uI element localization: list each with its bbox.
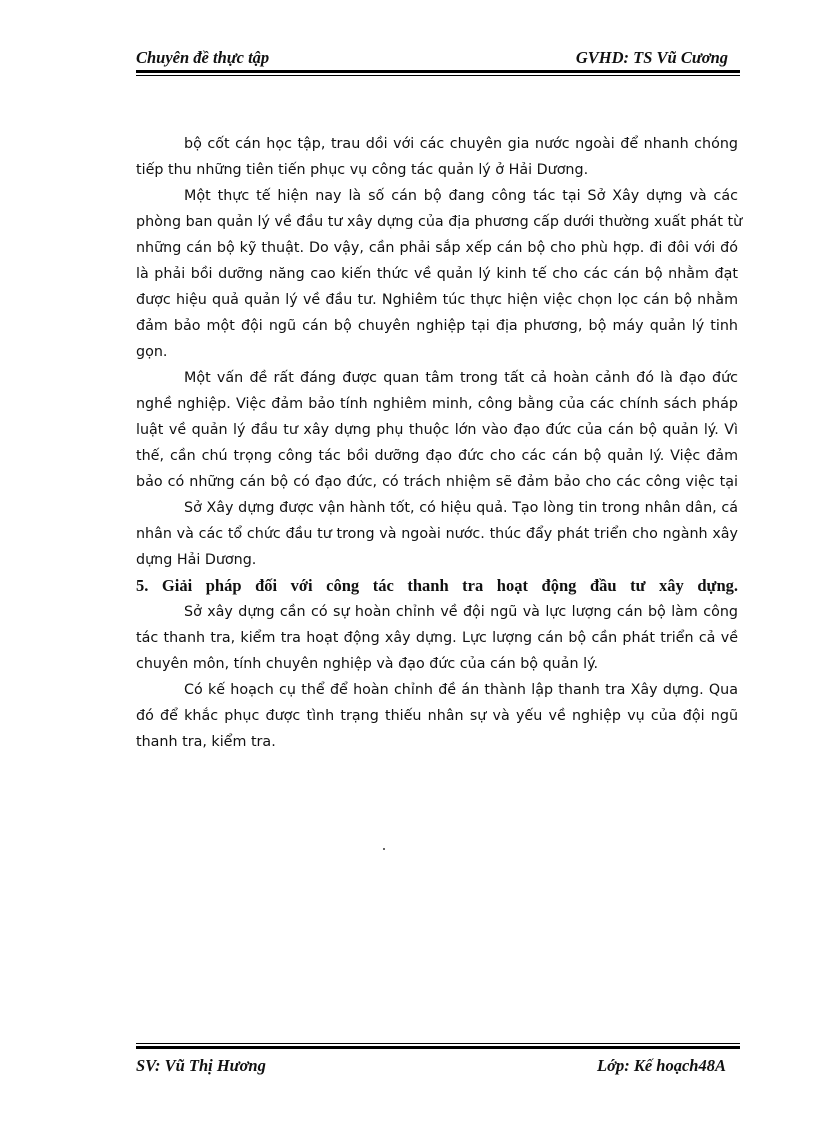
body-text [136, 131, 743, 755]
text-line: gọn. [136, 344, 168, 360]
text-line: Sở xây dựng cần có sự hoàn chỉnh về đội ngũ và lực lượng cán bộ làm công [184, 604, 738, 620]
header-rule-thick [136, 70, 740, 73]
footer-rule-thin [136, 1043, 740, 1044]
section-heading: 5. Giải pháp đối với công tác thanh tra hoạt động đầu tư xây dựng. [136, 576, 738, 595]
text-line: phòng ban quản lý về đầu tư xây dựng của địa phương cấp dưới thường xuất phát từ [136, 214, 743, 230]
footer-class: Lớp: Kế hoạch48A [597, 1056, 726, 1075]
header-rule-thin [136, 75, 740, 76]
text-line: bảo có những cán bộ có đạo đức, có trách nhiệm sẽ đảm bảo cho các công việc tại [136, 474, 738, 490]
footer-student: SV: Vũ Thị Hương [136, 1056, 266, 1075]
text-line: tiếp thu những tiên tiến phục vụ công tác quản lý ở Hải Dương. [136, 162, 589, 178]
text-line: đó để khắc phục được tình trạng thiếu nhân sự và yếu về nghiệp vụ của đội ngũ [136, 708, 738, 724]
text-line: chuyên môn, tính chuyên nghiệp và đạo đức của cán bộ quản lý. [136, 656, 599, 672]
text-line: được hiệu quả quản lý về đầu tư. Nghiêm túc thực hiện việc chọn lọc cán bộ nhằm [136, 292, 738, 308]
text-line: những cán bộ kỹ thuật. Do vậy, cần phải sắp xếp cán bộ cho phù hợp. đi đôi với đó [136, 240, 738, 256]
text-line: bộ cốt cán học tập, trau dồi với các chuyên gia nước ngoài để nhanh chóng [184, 136, 738, 152]
text-line: nhân và các tổ chức đầu tư trong và ngoài nước. thúc đẩy phát triển cho ngành xây [136, 526, 738, 542]
text-line: thanh tra, kiểm tra. [136, 734, 276, 750]
text-line: nghề nghiệp. Việc đảm bảo tính nghiêm minh, công bằng của các chính sách pháp [136, 396, 738, 412]
text-line: Sở Xây dựng được vận hành tốt, có hiệu quả. Tạo lòng tin trong nhân dân, cá [184, 500, 738, 516]
text-line: dựng Hải Dương. [136, 552, 257, 568]
page-header [136, 48, 740, 68]
footer-rule-thick [136, 1046, 740, 1049]
text-line: Một thực tế hiện nay là số cán bộ đang công tác tại Sở Xây dựng và các [184, 188, 738, 204]
header-title: Chuyên đề thực tập [136, 48, 270, 67]
text-line: Một vấn đề rất đáng được quan tâm trong tất cả hoàn cảnh đó là đạo đức [184, 370, 738, 386]
text-line: thế, cần chú trọng công tác bồi dưỡng đạo đức cho các cán bộ quản lý. Việc đảm [136, 448, 738, 464]
text-line: luật về quản lý đầu tư xây dựng phụ thuộc lớn vào đạo đức của cán bộ quản lý. Vì [136, 422, 738, 438]
text-line: Có kế hoạch cụ thể để hoàn chỉnh đề án thành lập thanh tra Xây dựng. Qua [184, 682, 738, 698]
text-line: tác thanh tra, kiểm tra hoạt động xây dựng. Lực lượng cán bộ cần phát triển cả về [136, 630, 738, 646]
text-line: đảm bảo một đội ngũ cán bộ chuyên nghiệp tại địa phương, bộ máy quản lý tinh [136, 318, 738, 334]
text-line: là phải bồi dưỡng năng cao kiến thức về quản lý kinh tế cho các cán bộ nhằm đạt [136, 266, 738, 282]
page-footer [136, 1056, 740, 1076]
header-supervisor: GVHD: TS Vũ Cương [575, 48, 728, 67]
stray-dot [383, 848, 385, 850]
